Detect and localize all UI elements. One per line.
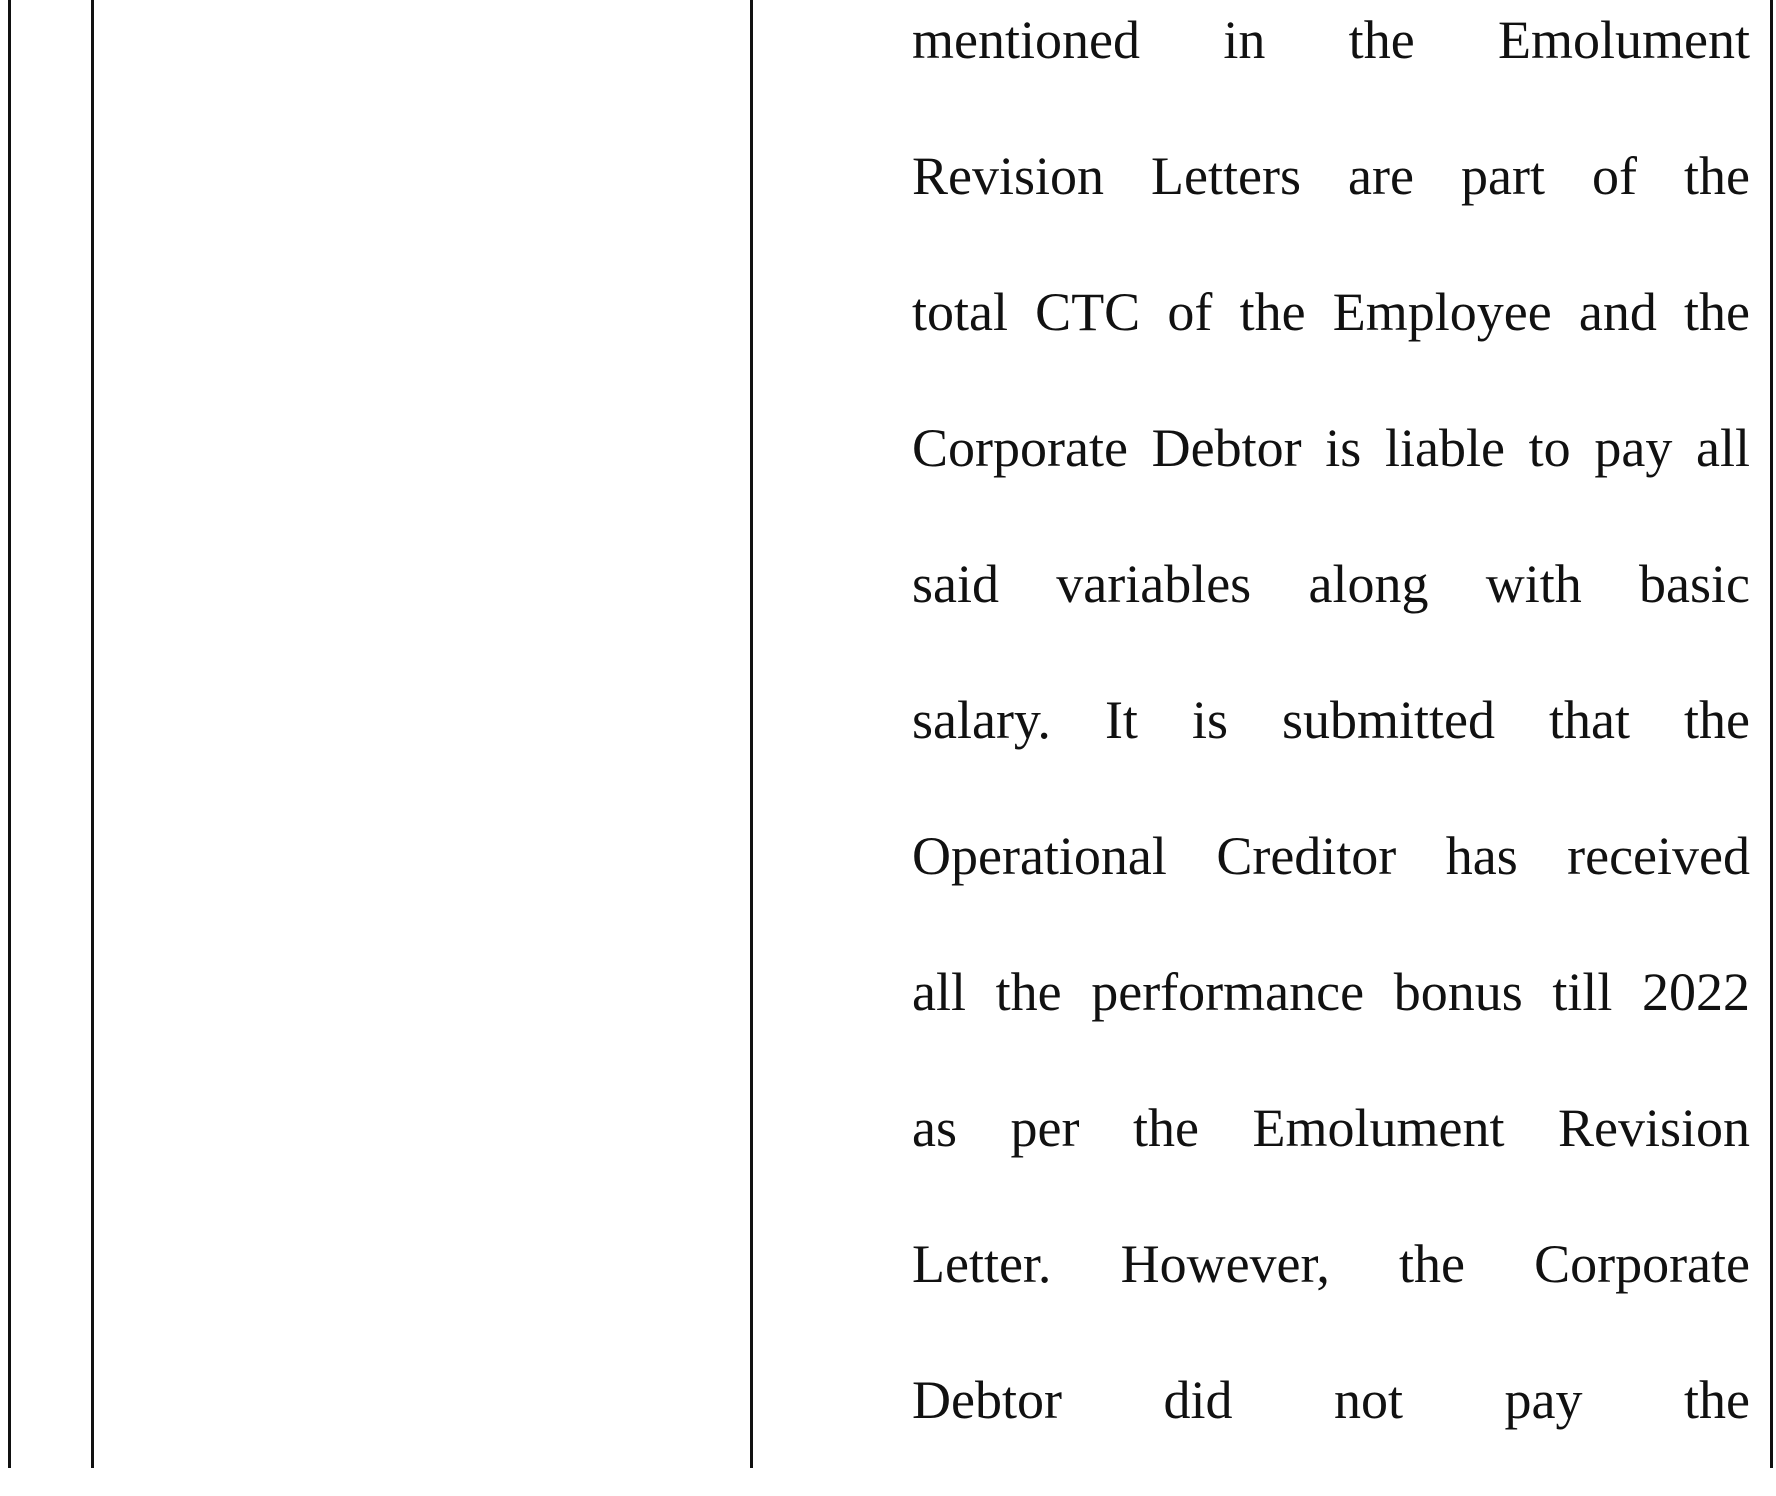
text-line: salary. It is submitted that the — [912, 690, 1750, 750]
text-line: all the performance bonus till 2022 — [912, 962, 1750, 1022]
text-line: Operational Creditor has received — [912, 826, 1750, 886]
table-column-divider-1 — [91, 0, 94, 1468]
text-line: Letter. However, the Corporate — [912, 1234, 1750, 1294]
table-border-right — [1770, 0, 1773, 1468]
paragraph-column — [912, 0, 1750, 1496]
text-line: total CTC of the Employee and the — [912, 282, 1750, 342]
table-column-divider-2 — [750, 0, 753, 1468]
text-line: as per the Emolument Revision — [912, 1098, 1750, 1158]
table-border-left — [8, 0, 11, 1468]
text-line: Debtor did not pay the — [912, 1370, 1750, 1430]
text-line: mentioned in the Emolument — [912, 10, 1750, 70]
text-line: Revision Letters are part of the — [912, 146, 1750, 206]
text-line: Corporate Debtor is liable to pay all — [912, 418, 1750, 478]
text-line: said variables along with basic — [912, 554, 1750, 614]
